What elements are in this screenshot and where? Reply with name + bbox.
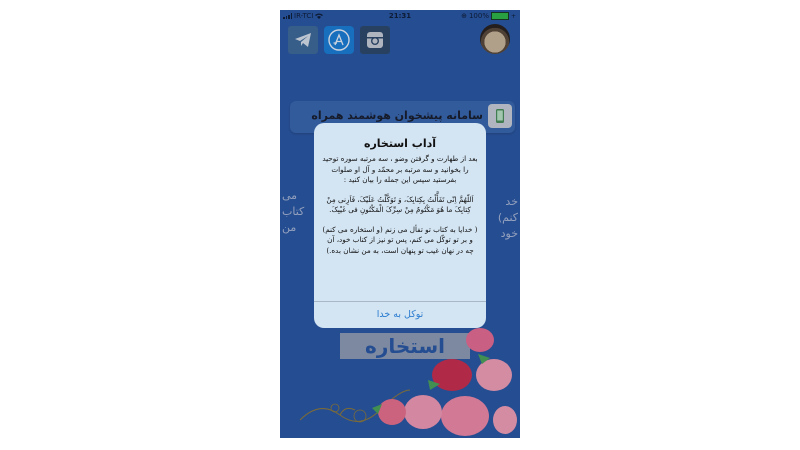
bg-fragment: کتاب (282, 205, 305, 218)
phone-screen (280, 10, 520, 438)
carrier-label: IR-TCI (294, 12, 314, 20)
bg-fragment: کنم) (497, 211, 518, 224)
dialog-instructions: بعد از طهارت و گرفتن وضو ، سه مرتبه سوره توحید را بخوانید و سه مرتبه بر محمّد و آل او صلوات بفرستید سپس این جمله را بیان کنید : (322, 154, 478, 184)
istikhara-logo: استخاره (340, 333, 470, 359)
bg-fragment: من (282, 221, 297, 234)
battery-percent: 100% (468, 12, 489, 20)
charging-icon: + (510, 12, 516, 20)
dialog-body (314, 150, 486, 256)
bg-fragment: خد (505, 195, 518, 208)
bg-fragment: می (282, 189, 298, 202)
dialog-prayer-arabic: اَللّهُمَّ اِنّی تَفَأَّلْتُ بِکِتابِکَ، وَ تَوَکَّلْتُ عَلَیْکَ، فَاَرِنی مِنْ کِتابِکَ ما هُوَ مَکْتُومٌ مِنْ سِرِّکَ الْمَکْنُونِ فی غَیْبِکَ. (326, 194, 474, 214)
status-time: 21:31 (388, 12, 412, 20)
dialog-title: آداب استخاره (363, 137, 437, 150)
orientation-lock-icon: ⊕ (461, 12, 467, 20)
banner-title: سامانه پیشخوان هوشمند همراه (311, 109, 483, 122)
bg-fragment: خود (500, 227, 518, 240)
trust-in-god-button[interactable]: توکل به خدا (376, 309, 424, 320)
dialog-prayer-translation: ( خدایا به کتاب تو تفأل می زنم (و استخاره می کنم) و بر تو توکّل می کنم، پس تو نیز از کتاب خود، آن چه در نهان غیب تو پنهان است، به من نشان بده.) (322, 224, 478, 255)
istikhara-etiquette-dialog (314, 123, 486, 328)
